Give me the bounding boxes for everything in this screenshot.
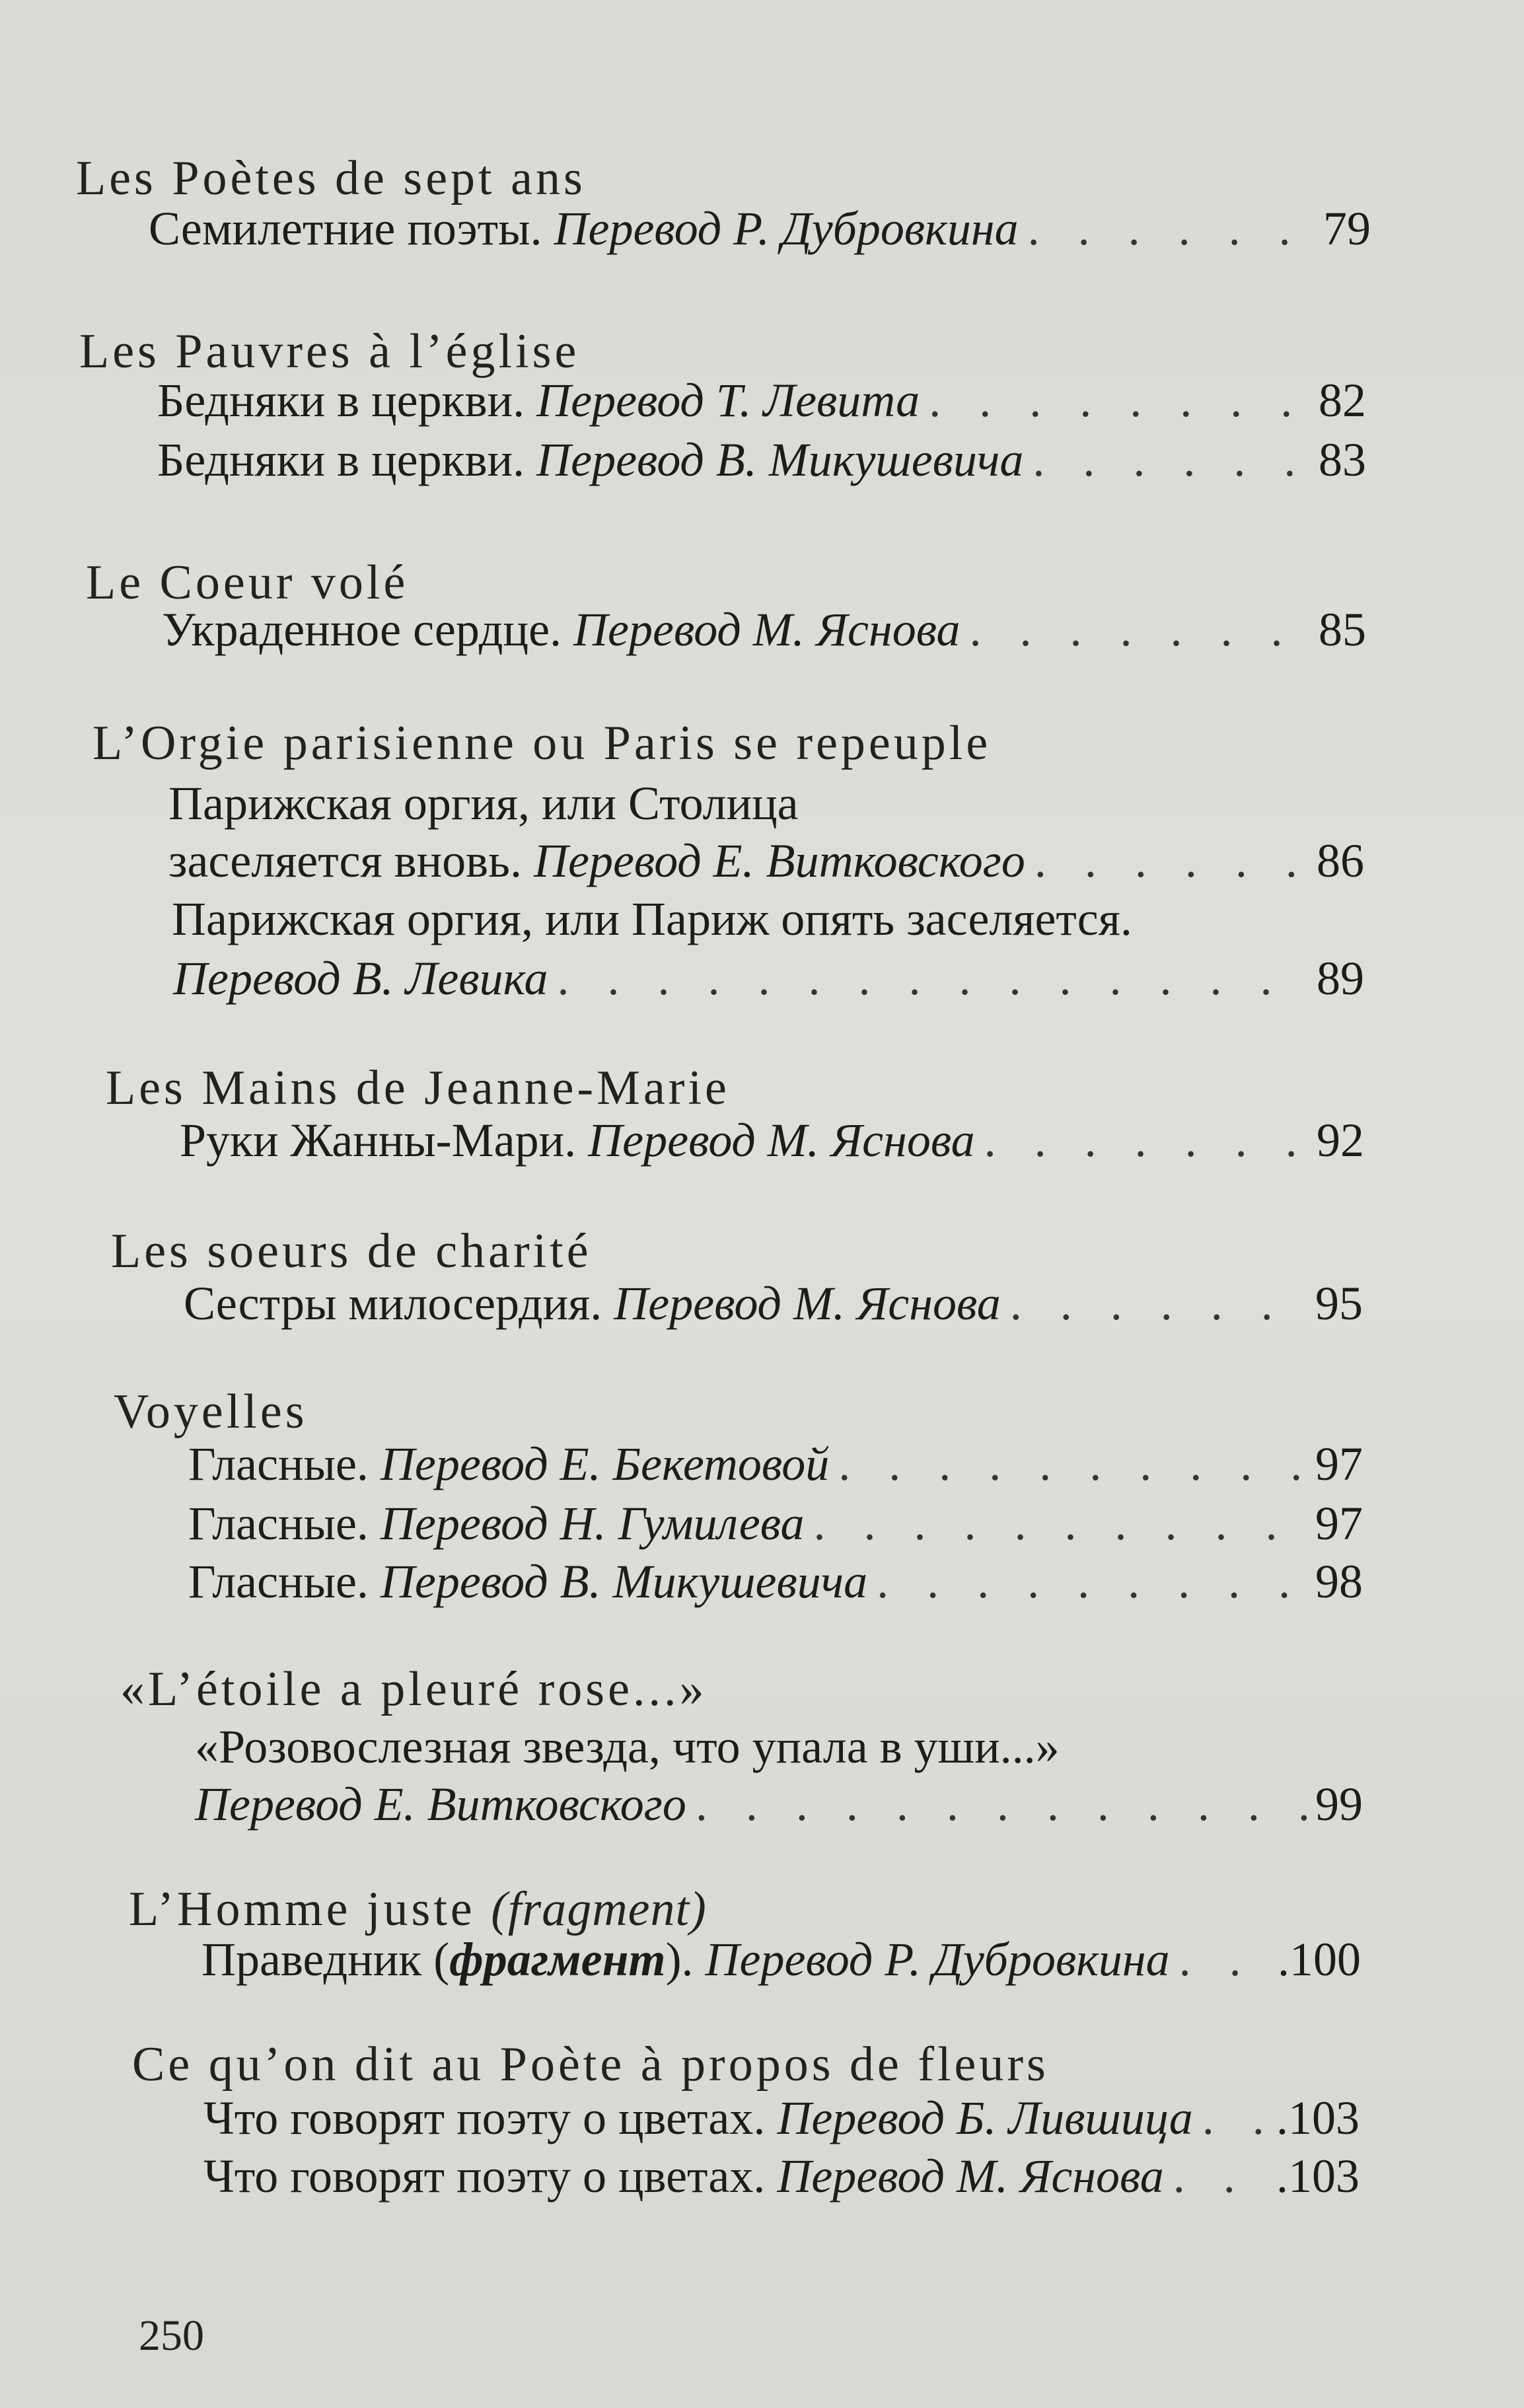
translator: Перевод М. Яснова xyxy=(614,1277,1001,1330)
page-ref: 83 xyxy=(1319,433,1366,486)
toc-entry[interactable] xyxy=(180,1113,1364,1168)
french-title: Les Poètes de sept ans xyxy=(76,151,586,205)
leader-dots xyxy=(558,951,1310,1006)
translator: Перевод М. Яснова xyxy=(777,2150,1164,2203)
toc-entry[interactable] xyxy=(188,1554,1363,1609)
russian-title-italic: фрагмент xyxy=(449,1933,666,1986)
leader-dots xyxy=(696,1777,1309,1832)
leader-dots xyxy=(877,1554,1309,1609)
page-ref: .100 xyxy=(1278,1933,1361,1986)
toc-entry[interactable] xyxy=(188,1437,1363,1492)
translator: Перевод Е. Витковского xyxy=(533,834,1025,887)
page-ref: .103 xyxy=(1276,2092,1360,2144)
french-title: L’Orgie parisienne ou Paris se repeuple xyxy=(92,716,992,770)
translator: Перевод Н. Гумилева xyxy=(380,1497,805,1550)
leader-dots xyxy=(838,1437,1309,1492)
toc-entry[interactable] xyxy=(168,834,1364,889)
toc-entry[interactable] xyxy=(162,602,1366,657)
russian-title: Гласные. xyxy=(188,1497,369,1550)
translator: Перевод Т. Левита xyxy=(536,374,920,427)
translator: Перевод В. Микушевича xyxy=(380,1555,868,1608)
russian-title: Гласные. xyxy=(188,1438,369,1490)
russian-title: Украденное сердце. xyxy=(162,603,562,656)
leader-dots xyxy=(969,602,1312,657)
page-ref: 99 xyxy=(1315,1778,1363,1831)
leader-dots xyxy=(984,1113,1310,1168)
russian-title: Бедняки в церкви. xyxy=(157,433,525,486)
leader-dots xyxy=(1034,834,1310,889)
russian-title-line: Парижская оргия, или Париж опять заселяется. xyxy=(172,893,1132,945)
french-title: Voyelles xyxy=(114,1385,308,1439)
russian-title: Гласные. xyxy=(188,1555,369,1608)
leader-dots xyxy=(1173,2149,1270,2204)
russian-title: Бедняки в церкви. xyxy=(157,374,525,427)
translator: Перевод Е. Витковского xyxy=(195,1778,686,1831)
page-ref: 97 xyxy=(1315,1497,1363,1550)
page-ref: 89 xyxy=(1317,952,1364,1005)
toc-entry[interactable] xyxy=(157,373,1366,428)
toc-entry[interactable] xyxy=(203,2149,1360,2204)
leader-dots xyxy=(1028,201,1317,256)
page-ref: 98 xyxy=(1315,1555,1363,1608)
french-title: Le Coeur volé xyxy=(86,556,409,610)
toc-entry[interactable] xyxy=(157,433,1366,488)
russian-title: Семилетние поэты. xyxy=(149,202,542,255)
page-ref: 85 xyxy=(1319,603,1366,656)
russian-title: Что говорят поэту о цветах. xyxy=(203,2092,766,2144)
french-title: «L’étoile a pleuré rose...» xyxy=(120,1662,708,1716)
translator: Перевод М. Яснова xyxy=(588,1114,975,1167)
russian-title-closing: ). xyxy=(665,1933,694,1986)
russian-title: Руки Жанны-Мари. xyxy=(180,1114,577,1167)
translator: Перевод Р. Дубровкина xyxy=(705,1933,1170,1986)
translator: Перевод В. Микушевича xyxy=(536,433,1024,486)
page-ref: 92 xyxy=(1317,1114,1364,1167)
french-title xyxy=(129,1881,707,1938)
leader-dots xyxy=(1010,1276,1309,1331)
toc-entry[interactable] xyxy=(184,1276,1363,1331)
leader-dots xyxy=(1179,1932,1271,1987)
translator: Перевод В. Левика xyxy=(173,952,548,1005)
page-ref: 82 xyxy=(1319,374,1366,427)
page-ref: .103 xyxy=(1276,2150,1360,2203)
leader-dots xyxy=(814,1496,1309,1551)
russian-title: Сестры милосердия. xyxy=(184,1277,602,1330)
french-title: Ce qu’on dit au Poète à propos de fleurs xyxy=(132,2037,1049,2092)
page-ref: 79 xyxy=(1323,202,1371,255)
translator: Перевод М. Яснова xyxy=(573,603,961,656)
french-title: Les soeurs de charité xyxy=(111,1224,592,1278)
toc-entry[interactable] xyxy=(203,2091,1360,2146)
russian-title-line: Парижская оргия, или Столица xyxy=(168,777,799,830)
page-number: 250 xyxy=(139,2312,204,2360)
toc-entry[interactable] xyxy=(173,951,1364,1006)
french-title-text: L’Homme juste xyxy=(129,1882,476,1936)
leader-dots xyxy=(929,373,1312,428)
page-ref: 86 xyxy=(1317,834,1364,887)
translator: Перевод Р. Дубровкина xyxy=(554,202,1019,255)
page-ref: 97 xyxy=(1315,1438,1363,1490)
toc-entry[interactable] xyxy=(149,201,1371,256)
translator: Перевод Е. Бекетовой xyxy=(380,1438,830,1490)
toc-entry[interactable] xyxy=(201,1932,1361,1987)
leader-dots xyxy=(1202,2091,1270,2146)
french-title-note: (fragment) xyxy=(491,1882,707,1936)
russian-title-text: Праведник ( xyxy=(201,1933,450,1986)
french-title: Les Pauvres à l’église xyxy=(79,324,580,379)
translator: Перевод Б. Лившица xyxy=(777,2092,1193,2144)
russian-title-line: «Розовослезная звезда, что упала в уши...» xyxy=(195,1720,1060,1773)
leader-dots xyxy=(1033,433,1312,488)
toc-entry[interactable] xyxy=(195,1777,1363,1832)
page-ref: 95 xyxy=(1315,1277,1363,1330)
russian-title: Что говорят поэту о цветах. xyxy=(203,2150,766,2203)
russian-title: заселяется вновь. xyxy=(168,834,522,887)
french-title: Les Mains de Jeanne-Marie xyxy=(106,1061,730,1115)
toc-entry[interactable] xyxy=(188,1496,1363,1551)
russian-title xyxy=(201,1932,694,1987)
